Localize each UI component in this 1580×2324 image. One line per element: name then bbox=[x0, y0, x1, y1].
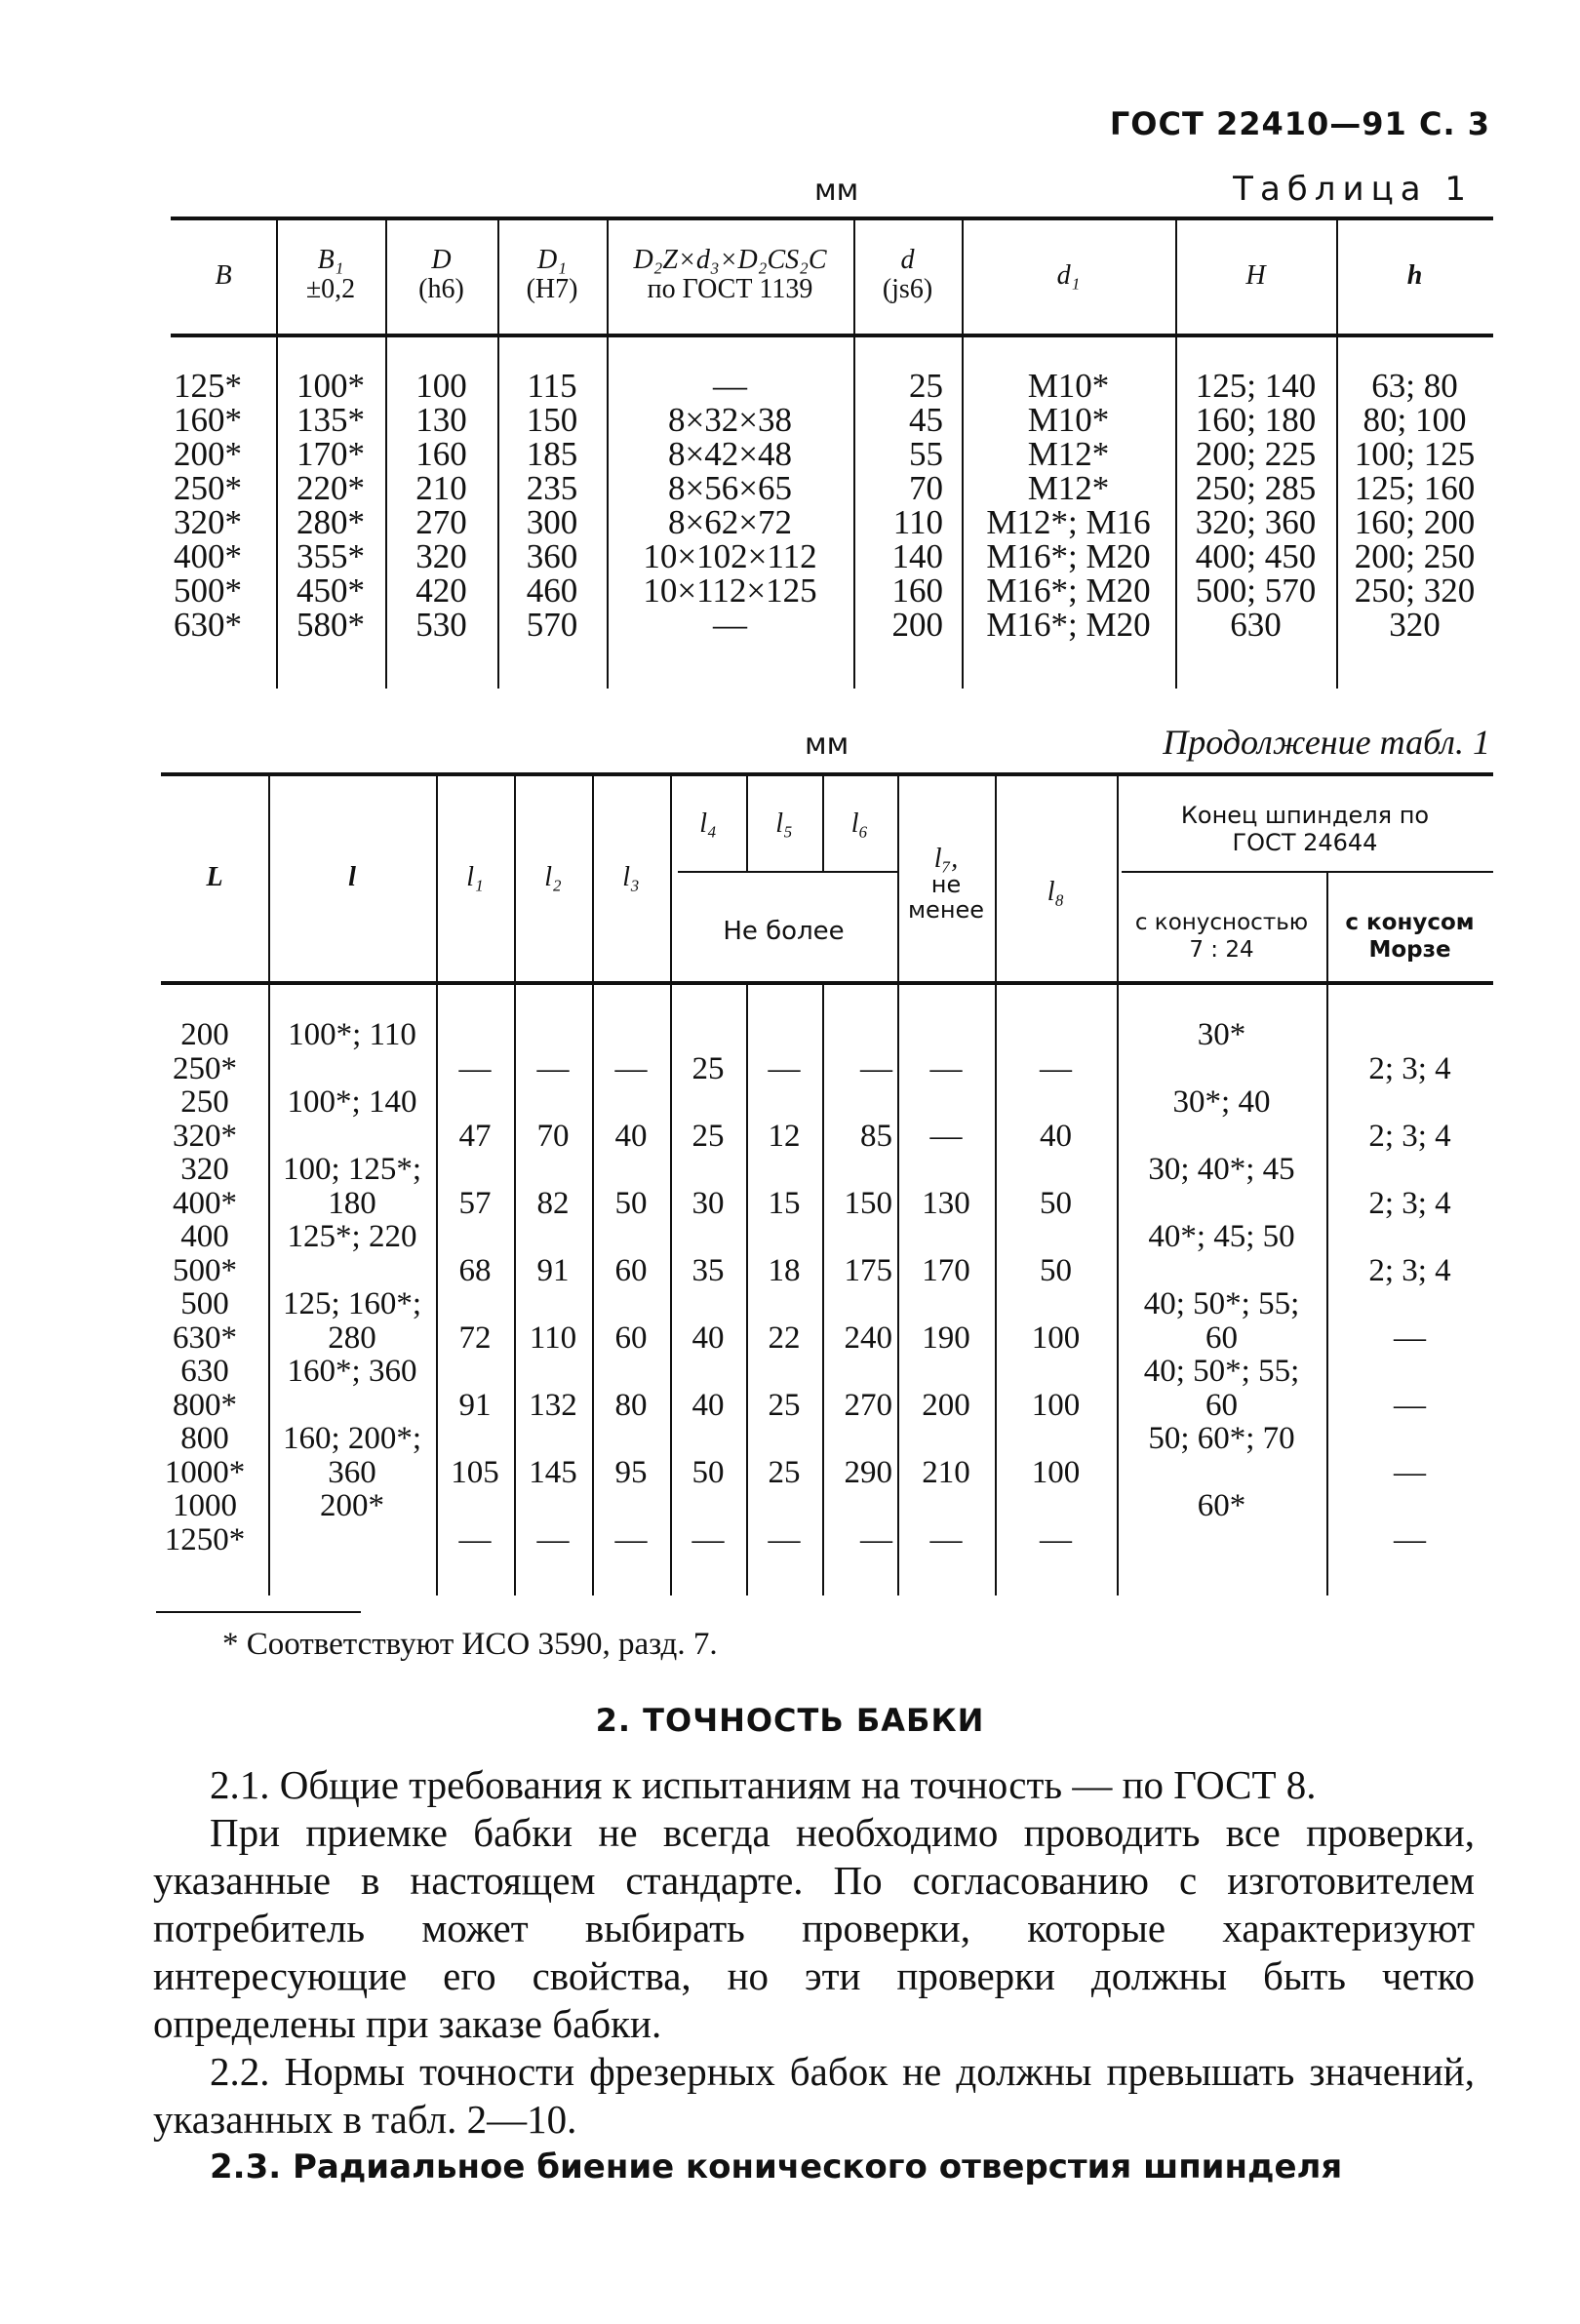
header-l: l bbox=[348, 862, 356, 892]
table-cell: 800 bbox=[180, 1421, 229, 1456]
table-cell: 630 bbox=[1230, 606, 1282, 644]
header-D-symbol: D bbox=[431, 245, 452, 275]
table-cell: — bbox=[614, 1051, 648, 1086]
table-cell: 450* bbox=[296, 571, 365, 610]
table-cell: — bbox=[1040, 1522, 1072, 1557]
table-cell: 200 bbox=[180, 1017, 229, 1052]
header-H: H bbox=[1245, 260, 1266, 291]
table-cell: 320 bbox=[1389, 606, 1441, 644]
header-spline-symbol: D₂Z×d₃×D₂CS₂C bbox=[633, 245, 827, 275]
table-cell: 80 bbox=[614, 1388, 648, 1423]
header-l3: l₃ bbox=[622, 862, 640, 892]
table-cell bbox=[1117, 1523, 1326, 1557]
table-cell: — bbox=[536, 1051, 570, 1086]
table-cell: 18 bbox=[768, 1253, 801, 1288]
table-cell: 200; 225 bbox=[1195, 435, 1317, 473]
table-cell bbox=[268, 1052, 436, 1086]
col-D1 bbox=[497, 369, 607, 642]
table-cell: 25 bbox=[691, 1051, 725, 1086]
table-cell: 60 bbox=[1205, 1320, 1238, 1356]
col-H bbox=[1175, 369, 1336, 642]
table-cell: 500* bbox=[173, 1252, 237, 1288]
header-l8: l₈ bbox=[1047, 877, 1065, 907]
paragraph-2-3-heading: 2.3. Радиальное биение конического отверстия шпинделя bbox=[210, 2147, 1343, 2186]
table-cell: 100; 125 bbox=[1354, 435, 1476, 473]
table-cell: 100* bbox=[296, 367, 365, 405]
header-D1-tolerance: (H7) bbox=[526, 274, 578, 304]
table-cell: M12* bbox=[1027, 435, 1110, 473]
table-cell bbox=[1117, 1456, 1326, 1490]
table-cell: 57 bbox=[458, 1186, 492, 1221]
table-cell: 125*; 220 bbox=[287, 1219, 417, 1254]
table-cell: 125; 140 bbox=[1195, 367, 1317, 405]
table-cell: 250* bbox=[173, 1050, 237, 1086]
table-cell: 8×42×48 bbox=[668, 435, 792, 473]
table-cell: 100 bbox=[1031, 1455, 1081, 1490]
table-cell: 55 bbox=[909, 435, 943, 473]
table-cell: 400* bbox=[174, 537, 242, 575]
header-l5: l₅ bbox=[775, 808, 793, 839]
table-cell: 1000* bbox=[164, 1454, 246, 1490]
table-cell: — bbox=[691, 1522, 725, 1557]
col-d bbox=[853, 369, 943, 642]
table-cell: 250 bbox=[180, 1084, 229, 1120]
table-cell: 50 bbox=[1040, 1186, 1072, 1221]
header-taper-line2: 7 : 24 bbox=[1189, 937, 1254, 963]
table-cell: 250; 285 bbox=[1195, 469, 1317, 507]
table-1-cont-unit: мм bbox=[805, 728, 849, 762]
table-cell: 30 bbox=[691, 1186, 725, 1221]
header-l6: l₆ bbox=[850, 808, 869, 839]
table-cell: 100 bbox=[415, 367, 467, 405]
table-cell: 60* bbox=[1197, 1488, 1246, 1523]
table-cell: 270 bbox=[415, 503, 467, 541]
table-cell: 460 bbox=[526, 571, 578, 610]
table-cell: 40 bbox=[691, 1388, 725, 1423]
table-cell: 40 bbox=[614, 1119, 648, 1154]
table-cell: 185 bbox=[526, 435, 578, 473]
header-l4: l₄ bbox=[699, 808, 717, 839]
table-cell: 210 bbox=[922, 1455, 970, 1490]
header-B1-tolerance: ±0,2 bbox=[305, 274, 356, 304]
table-cell bbox=[1117, 1052, 1326, 1086]
table-cell: 40*; 45; 50 bbox=[1148, 1219, 1295, 1254]
table-cell: 400; 450 bbox=[1195, 537, 1317, 575]
table-cell: 240 bbox=[844, 1320, 892, 1356]
header-spline-reference: по ГОСТ 1139 bbox=[647, 274, 813, 304]
header-D bbox=[385, 246, 497, 304]
header-D-tolerance: (h6) bbox=[418, 274, 464, 304]
table-cell: 200; 250 bbox=[1354, 537, 1476, 575]
table-cell: 320 bbox=[180, 1152, 229, 1187]
header-l7-line2: не bbox=[930, 871, 962, 898]
table-cell: 420 bbox=[415, 571, 467, 610]
header-l7-line3: менее bbox=[907, 896, 985, 924]
table-cell: 580* bbox=[296, 606, 365, 644]
table-cell: 2; 3; 4 bbox=[1368, 1186, 1451, 1221]
table-cell: 125; 160*; bbox=[282, 1286, 422, 1321]
table-1-unit: мм bbox=[814, 174, 859, 208]
header-spindle-end bbox=[1117, 802, 1493, 856]
table-cell: 130 bbox=[415, 401, 467, 439]
table-cell: 135* bbox=[296, 401, 365, 439]
table-cell: 355* bbox=[296, 537, 365, 575]
table-cell bbox=[1117, 1254, 1326, 1288]
table-cell: 2; 3; 4 bbox=[1368, 1119, 1451, 1154]
table-1-cont-caption: Продолжение табл. 1 bbox=[1163, 723, 1490, 762]
table-cell: 220* bbox=[296, 469, 365, 507]
table-cell: 170* bbox=[296, 435, 365, 473]
table-cell: — bbox=[458, 1051, 492, 1086]
table-cell: 125* bbox=[174, 367, 242, 405]
table-cell: 175 bbox=[844, 1253, 892, 1288]
table-cell: 130 bbox=[922, 1186, 970, 1221]
col-B1 bbox=[276, 369, 385, 642]
header-spline bbox=[607, 246, 853, 304]
table-cell: 50; 60*; 70 bbox=[1148, 1421, 1295, 1456]
header-morse-line1: с конусом bbox=[1345, 910, 1475, 935]
table-cell: 40; 50*; 55; bbox=[1143, 1354, 1300, 1389]
table-cont-top-rule bbox=[161, 772, 1493, 776]
table-cell: 50 bbox=[691, 1455, 725, 1490]
table-cell: 8×56×65 bbox=[668, 469, 792, 507]
table-cell: 40; 50*; 55; bbox=[1143, 1286, 1300, 1321]
col-l bbox=[268, 1018, 436, 1556]
table-cell: 210 bbox=[415, 469, 467, 507]
table-cell: 270 bbox=[844, 1388, 892, 1423]
table-cell: 45 bbox=[909, 401, 943, 439]
col-l2 bbox=[514, 1036, 592, 1574]
page-header: ГОСТ 22410—91 С. 3 bbox=[1109, 105, 1490, 142]
header-L: L bbox=[206, 862, 223, 892]
table-cell: 200* bbox=[174, 435, 242, 473]
col-l3 bbox=[592, 1036, 670, 1574]
header-spindle-end-line1: Конец шпинделя по bbox=[1180, 802, 1430, 829]
table-1-top-rule bbox=[171, 217, 1493, 220]
table-cell: 630* bbox=[174, 606, 242, 644]
table-cell: 160; 200 bbox=[1354, 503, 1476, 541]
col-l5 bbox=[746, 1036, 822, 1574]
table-cell: — bbox=[929, 1119, 963, 1154]
table-cell: 150 bbox=[526, 401, 578, 439]
header-morse-line2: Морзе bbox=[1368, 937, 1451, 963]
table-cell: — bbox=[536, 1522, 570, 1557]
table-cell: 170 bbox=[922, 1253, 970, 1288]
col-L bbox=[156, 1018, 254, 1556]
table-cell: 30; 40*; 45 bbox=[1148, 1152, 1295, 1187]
table-cell: — bbox=[768, 1051, 801, 1086]
table-cell: 63; 80 bbox=[1371, 367, 1458, 405]
table-cell: 280 bbox=[328, 1320, 376, 1356]
paragraph-2-2: 2.2. Нормы точности фрезерных бабок не должны превышать значений, указанных в табл. 2—10. bbox=[153, 2049, 1475, 2142]
col-B bbox=[156, 369, 242, 642]
table-cell: 320; 360 bbox=[1195, 503, 1317, 541]
table-cell: 320 bbox=[415, 537, 467, 575]
header-taper bbox=[1117, 909, 1326, 964]
table-cell: — bbox=[1394, 1388, 1426, 1423]
header-morse bbox=[1326, 909, 1493, 964]
table-cell: 250* bbox=[174, 469, 242, 507]
table-cell: 25 bbox=[909, 367, 943, 405]
header-B1-symbol: B₁ bbox=[317, 245, 344, 275]
table-cell: 235 bbox=[526, 469, 578, 507]
table-cell: 100 bbox=[1031, 1388, 1081, 1423]
table-cell: — bbox=[713, 606, 747, 644]
table-cell: 630* bbox=[173, 1320, 237, 1356]
header-spindle-end-line2: ГОСТ 24644 bbox=[1232, 829, 1378, 856]
col-l4 bbox=[670, 1036, 746, 1574]
table-cell: 360 bbox=[328, 1454, 376, 1490]
table-cont-header-rule bbox=[161, 981, 1493, 985]
table-cell: M16*; M20 bbox=[986, 606, 1151, 644]
col-spline bbox=[607, 369, 853, 642]
table-cell: 25 bbox=[768, 1455, 801, 1490]
table-cell: 500 bbox=[180, 1286, 229, 1321]
table-cell: — bbox=[860, 1051, 892, 1086]
table-cell bbox=[268, 1389, 436, 1423]
header-not-more: Не более bbox=[723, 917, 845, 946]
table-cell: M12* bbox=[1027, 469, 1110, 507]
header-taper-line1: с конусностью bbox=[1134, 910, 1309, 935]
table-cell: 2; 3; 4 bbox=[1368, 1253, 1451, 1288]
table-cell: 145 bbox=[529, 1455, 577, 1490]
header-d bbox=[853, 246, 962, 304]
table-cell: 190 bbox=[922, 1320, 970, 1356]
table-cell: 160 bbox=[415, 435, 467, 473]
table-cell: 8×32×38 bbox=[668, 401, 792, 439]
header-d1: d₁ bbox=[1056, 260, 1081, 291]
table-cell: — bbox=[1394, 1522, 1426, 1557]
col-d1 bbox=[962, 369, 1175, 642]
footnote-rule bbox=[156, 1611, 361, 1613]
table-cell: 30* bbox=[1197, 1017, 1246, 1052]
table-cell: 80; 100 bbox=[1363, 401, 1467, 439]
col-l6 bbox=[822, 1036, 892, 1574]
table-cell: 280* bbox=[296, 503, 365, 541]
table-cell: — bbox=[1394, 1455, 1426, 1490]
table-cell: 400 bbox=[180, 1219, 229, 1254]
table-cell: 300 bbox=[526, 503, 578, 541]
table-cell: 25 bbox=[768, 1388, 801, 1423]
paragraph-2-1-rest: При приемке бабки не всегда необходимо проводить все проверки, указанные в настоящем стандарте. По согласованию с изготовителем потребитель может выбирать проверки, которые характеризуют интересующие его свойства, но эти проверки должны быть четко определены при заказе бабки. bbox=[153, 1810, 1475, 2046]
table-cell: 320* bbox=[174, 503, 242, 541]
table-1-header-rule bbox=[171, 334, 1493, 337]
col-l7 bbox=[897, 1036, 995, 1574]
col-morse bbox=[1326, 1036, 1493, 1574]
table-cell: 200 bbox=[922, 1388, 970, 1423]
table-cell: — bbox=[768, 1522, 801, 1557]
table-cell bbox=[268, 1254, 436, 1288]
col-l8 bbox=[995, 1036, 1117, 1574]
table-cell: M16*; M20 bbox=[986, 537, 1151, 575]
table-cell: M10* bbox=[1027, 367, 1110, 405]
header-l7-symbol: l₇, bbox=[933, 844, 959, 874]
table-cell: 95 bbox=[614, 1455, 648, 1490]
table-cont-l4-l6-rule bbox=[678, 871, 897, 873]
table-cell: 15 bbox=[768, 1186, 801, 1221]
header-D1-symbol: D₁ bbox=[537, 245, 567, 275]
table-cell: 91 bbox=[458, 1388, 492, 1423]
table-cell: 68 bbox=[458, 1253, 492, 1288]
table-cell: 110 bbox=[892, 503, 943, 541]
header-l2: l₂ bbox=[544, 862, 562, 892]
table-cell: 100 bbox=[1031, 1320, 1081, 1356]
table-cell: 140 bbox=[891, 537, 943, 575]
table-cell: 110 bbox=[529, 1320, 577, 1356]
col-l1 bbox=[436, 1036, 514, 1574]
table-cell: 70 bbox=[536, 1119, 570, 1154]
col-taper bbox=[1117, 1018, 1326, 1556]
table-cell: — bbox=[1394, 1320, 1426, 1356]
header-d-tolerance: (js6) bbox=[882, 274, 933, 304]
table-cell bbox=[268, 1523, 436, 1557]
table-cell: 25 bbox=[691, 1119, 725, 1154]
table-cell: 2; 3; 4 bbox=[1368, 1051, 1451, 1086]
table-cell: 530 bbox=[415, 606, 467, 644]
table-cell: 47 bbox=[458, 1119, 492, 1154]
table-cell: — bbox=[860, 1522, 892, 1557]
table-cell bbox=[1117, 1187, 1326, 1221]
table-cell: 160; 200*; bbox=[282, 1421, 422, 1456]
table-cell: 160; 180 bbox=[1195, 401, 1317, 439]
header-l1: l₁ bbox=[466, 862, 484, 892]
table-cell: — bbox=[1040, 1051, 1072, 1086]
header-B: B bbox=[215, 260, 232, 291]
table-cell: — bbox=[614, 1522, 648, 1557]
table-cell: M12*; M16 bbox=[986, 503, 1151, 541]
table-cell: 125; 160 bbox=[1354, 469, 1476, 507]
table-cell: 1000 bbox=[173, 1488, 237, 1523]
table-cell: M10* bbox=[1027, 401, 1110, 439]
table-cell: 100*; 140 bbox=[287, 1084, 417, 1120]
table-cell: 105 bbox=[451, 1455, 499, 1490]
table-cell: 360 bbox=[526, 537, 578, 575]
table-cell: 8×62×72 bbox=[668, 503, 792, 541]
table-cell: 630 bbox=[180, 1354, 229, 1389]
table-cell: 100*; 110 bbox=[288, 1017, 416, 1052]
table-cell: 1250* bbox=[164, 1521, 246, 1557]
table-cell: 72 bbox=[458, 1320, 492, 1356]
table-cell: 160 bbox=[891, 571, 943, 610]
table-cell: 100; 125*; bbox=[282, 1152, 422, 1187]
table-1-caption: Таблица 1 bbox=[1233, 170, 1473, 209]
table-cell: 160* bbox=[174, 401, 242, 439]
header-B1 bbox=[276, 246, 385, 304]
table-cell: 160*; 360 bbox=[287, 1354, 417, 1389]
table-cell: 50 bbox=[1040, 1253, 1072, 1288]
table-cell: — bbox=[929, 1051, 963, 1086]
table-cell: 320* bbox=[173, 1118, 237, 1154]
table-cell: 200* bbox=[320, 1488, 384, 1523]
table-cell: 115 bbox=[527, 367, 577, 405]
table-cell: 91 bbox=[536, 1253, 570, 1288]
table-cell: 150 bbox=[844, 1186, 892, 1221]
table-cell: 570 bbox=[526, 606, 578, 644]
table-cell: 40 bbox=[691, 1320, 725, 1356]
table-cell: 70 bbox=[909, 469, 943, 507]
table-cell: — bbox=[458, 1522, 492, 1557]
table-cell bbox=[268, 1120, 436, 1154]
table-cell: 250; 320 bbox=[1354, 571, 1476, 610]
table-cell: 10×102×112 bbox=[643, 537, 817, 575]
table-cell: 200 bbox=[891, 606, 943, 644]
col-D bbox=[385, 369, 497, 642]
footnote: * Соответствуют ИСО 3590, разд. 7. bbox=[222, 1627, 718, 1662]
table-cell: 82 bbox=[536, 1186, 570, 1221]
table-cell: 132 bbox=[529, 1388, 577, 1423]
table-cell: — bbox=[713, 367, 747, 405]
table-cell: 180 bbox=[328, 1185, 376, 1221]
table-cell: — bbox=[929, 1522, 963, 1557]
table-cell: 500* bbox=[174, 571, 242, 610]
table-cell: 40 bbox=[1040, 1119, 1072, 1154]
header-h: h bbox=[1406, 260, 1423, 291]
table-cell: 12 bbox=[768, 1119, 801, 1154]
table-cell: 500; 570 bbox=[1195, 571, 1317, 610]
table-cell: 60 bbox=[1205, 1387, 1238, 1423]
table-cell: 85 bbox=[860, 1119, 892, 1154]
table-cell bbox=[1117, 1120, 1326, 1154]
col-h bbox=[1336, 369, 1493, 642]
table-cell: 35 bbox=[691, 1253, 725, 1288]
table-cell: 22 bbox=[768, 1320, 801, 1356]
header-d-symbol: d bbox=[900, 245, 915, 275]
body-text bbox=[153, 1761, 1475, 2191]
header-D1 bbox=[497, 246, 607, 304]
table-cell: 800* bbox=[173, 1387, 237, 1423]
section-title: 2. ТОЧНОСТЬ БАБКИ bbox=[595, 1702, 985, 1739]
table-cell: 60 bbox=[614, 1253, 648, 1288]
paragraph-2-1-line1: 2.1. Общие требования к испытаниям на точность — по ГОСТ 8. bbox=[210, 1762, 1317, 1807]
table-cell: 30*; 40 bbox=[1172, 1084, 1271, 1120]
header-l7 bbox=[897, 844, 995, 924]
table-cell: 290 bbox=[844, 1455, 892, 1490]
table-cell: 60 bbox=[614, 1320, 648, 1356]
table-cell: 10×112×125 bbox=[643, 571, 817, 610]
table-cont-spindle-rule bbox=[1122, 871, 1493, 873]
table-cell: M16*; M20 bbox=[986, 571, 1151, 610]
table-cell: 50 bbox=[614, 1186, 648, 1221]
table-cell: 400* bbox=[173, 1185, 237, 1221]
